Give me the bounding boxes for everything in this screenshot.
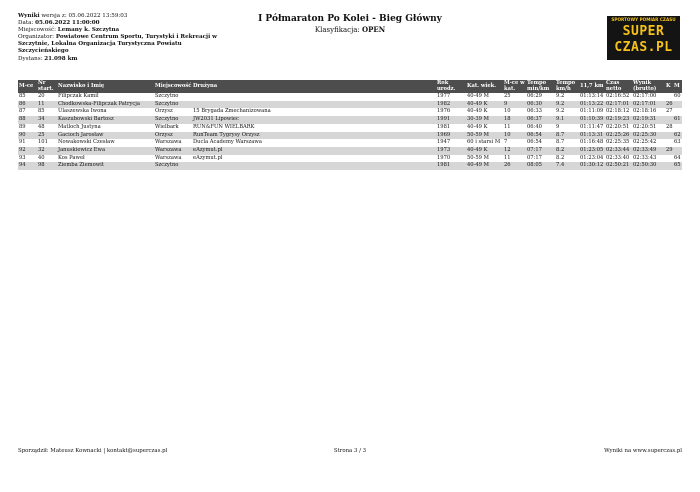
table-cell: 60 i starsi M: [467, 139, 501, 146]
table-cell: 02:20:51: [633, 123, 657, 130]
table-cell: 40-49 K: [466, 147, 503, 155]
table-cell: 01:10:39: [580, 116, 604, 123]
table-cell: 30-39 M: [466, 116, 503, 124]
table-cell: RunTeam Tygrysy Orzysz: [192, 132, 436, 140]
table-cell: [673, 108, 682, 116]
table-cell: 9: [503, 101, 526, 109]
table-cell: 32: [37, 147, 57, 155]
column-header: Tempo min/km: [526, 80, 555, 93]
table-row: [18, 101, 682, 109]
table-cell: 9.1: [555, 116, 579, 124]
table-cell: [665, 116, 673, 124]
table-row: [18, 147, 682, 155]
table-cell: 63: [674, 139, 681, 146]
table-cell: 89: [19, 123, 26, 130]
table-cell: 06:40: [527, 123, 542, 130]
table-cell: Filipczak Kamil: [58, 93, 99, 99]
results-table: [18, 80, 682, 170]
table-cell: 8.2: [556, 154, 565, 161]
table-cell: 1969: [436, 132, 466, 140]
table-cell: Januskiewicz Ewa: [57, 147, 154, 155]
table-cell: 85: [38, 108, 45, 115]
table-cell: 50-59 M: [467, 154, 489, 161]
table-cell: 01:11:09: [580, 108, 604, 115]
table-cell: 02:25:26: [605, 132, 632, 140]
table-row: [18, 116, 682, 124]
table-row: [18, 108, 682, 116]
table-cell: [673, 124, 682, 132]
table-cell: 88: [18, 116, 37, 124]
event-title: I Półmaraton Po Kolei - Bieg Główny: [258, 14, 442, 24]
table-cell: 02:17:01: [605, 101, 632, 109]
column-header: Rok urodz.: [436, 80, 466, 93]
table-cell: 11: [37, 101, 57, 109]
table-cell: Ulaszewska Iwona: [58, 108, 107, 115]
table-cell: 02:33:49: [632, 147, 665, 155]
table-cell: 65: [674, 162, 681, 169]
table-cell: 06:37: [526, 116, 555, 124]
table-cell: [192, 101, 436, 109]
logo-line-super: SUPER: [622, 24, 665, 39]
table-cell: 02:50:30: [632, 162, 665, 170]
table-cell: 10: [503, 132, 526, 140]
table-cell: 90: [18, 132, 37, 140]
superczas-logo: [607, 16, 680, 60]
table-cell: 02:33:44: [605, 147, 632, 155]
table-cell: 1991: [436, 116, 466, 124]
table-cell: 92: [18, 147, 37, 155]
table-cell: Szczytno: [154, 101, 192, 109]
table-cell: 28: [666, 123, 673, 130]
table-cell: 29: [666, 146, 673, 153]
table-cell: 93: [19, 154, 26, 161]
table-cell: 94: [18, 162, 37, 170]
table-cell: 06:33: [527, 108, 542, 115]
table-row: [18, 155, 682, 163]
table-cell: 02:33:40: [606, 154, 630, 161]
table-cell: 01:16:48: [580, 139, 604, 146]
table-cell: 40-49 M: [467, 93, 489, 99]
table-cell: Ducla Academy Warszawa: [193, 139, 262, 146]
table-cell: 11: [504, 123, 511, 130]
table-cell: 18: [503, 116, 526, 124]
table-cell: 02:18:16: [633, 108, 657, 115]
table-cell: Chodkowska-Filipczak Patrycja: [57, 101, 154, 109]
table-row: [18, 93, 682, 101]
table-cell: 40-49 K: [467, 123, 488, 130]
table-cell: 01:13:31: [580, 131, 604, 138]
column-header: Miejscowość: [154, 80, 192, 93]
table-cell: 02:18:12: [606, 108, 630, 115]
table-cell: 25: [37, 132, 57, 140]
results-version: Wyniki wersja z: 05.06.2022 13:59:03: [18, 13, 128, 19]
table-cell: [665, 132, 673, 140]
logo-line-czas: CZAS.PL: [614, 40, 673, 55]
table-cell: Kaszubowski Bartosz: [57, 116, 154, 124]
column-header: K: [665, 80, 673, 93]
table-cell: Szczytno: [155, 93, 179, 99]
table-cell: JW2031 Lipowiec: [192, 116, 436, 124]
footer-website: Wyniki na www.superczas.pl: [604, 448, 682, 454]
table-cell: 40-49 K: [466, 101, 503, 109]
table-cell: 02:25:30: [632, 132, 665, 140]
table-cell: 9: [556, 123, 560, 130]
table-cell: 8.7: [555, 132, 579, 140]
table-cell: 40-49 M: [466, 162, 503, 170]
table-cell: 01:23:04: [580, 154, 604, 161]
event-header: [200, 14, 500, 35]
table-cell: 61: [674, 116, 681, 123]
table-cell: Gacioch Jarosław: [57, 132, 154, 140]
footer-page-number: Strona 3 / 3: [333, 448, 367, 454]
logo-tagline: SPORTOWY POMIAR CZASU: [611, 17, 676, 22]
table-cell: 60: [674, 93, 681, 99]
table-cell: eAzymut.pl: [193, 154, 223, 161]
table-cell: Szczytno: [154, 162, 192, 170]
table-cell: Kos Paweł: [58, 154, 85, 161]
table-cell: 1981: [437, 123, 451, 130]
table-cell: 02:50:21: [605, 162, 632, 170]
table-cell: 64: [674, 154, 681, 161]
column-header: Tempo km/h: [555, 80, 579, 93]
table-row: [18, 132, 682, 140]
table-row: [18, 162, 682, 170]
table-cell: 02:25:42: [633, 139, 657, 146]
column-header: Drużyna: [192, 80, 436, 93]
table-cell: 02:20:51: [606, 123, 630, 130]
table-cell: 06:54: [527, 139, 542, 146]
table-cell: [673, 147, 682, 155]
table-cell: 98: [37, 162, 57, 170]
table-cell: 85: [19, 93, 26, 99]
table-cell: [665, 162, 673, 170]
table-cell: Orzysz: [154, 132, 192, 140]
table-cell: 9.2: [555, 101, 579, 109]
table-cell: Ziemba Ziemowit: [57, 162, 154, 170]
table-cell: Szczytno: [154, 116, 192, 124]
table-cell: 20: [38, 93, 45, 99]
table-cell: Warszawa: [155, 139, 182, 146]
footer-author: Sporządził: Mateusz Kownacki | kontakt@superczas.pl: [18, 448, 168, 454]
table-cell: 9.2: [556, 93, 565, 99]
table-cell: 06:54: [526, 132, 555, 140]
table-cell: 40: [38, 154, 45, 161]
table-cell: 01:30:12: [580, 162, 604, 169]
table-cell: Wielbark: [155, 123, 179, 130]
table-cell: 8.7: [556, 139, 565, 146]
table-cell: 12: [503, 147, 526, 155]
table-cell: 25: [504, 93, 511, 99]
table-cell: 48: [38, 123, 45, 130]
table-cell: eAzymut.pl: [192, 147, 436, 155]
table-cell: 1981: [436, 162, 466, 170]
table-cell: 50-59 M: [466, 132, 503, 140]
table-cell: Warszawa: [154, 147, 192, 155]
table-cell: 02:19:23: [605, 116, 632, 124]
table-cell: 07:17: [526, 147, 555, 155]
event-organizer: Organizator: Powiatowe Centrum Sportu, Turystyki i Rekreacji w Szczytnie, Lokalna Organizacja Turystyczna Powiatu Szczycieńskiego: [18, 34, 217, 55]
classification: Klasyfikacja: OPEN: [314, 25, 386, 34]
table-cell: 01:13:14: [580, 93, 604, 99]
table-cell: 26: [503, 162, 526, 170]
table-cell: 8.2: [555, 147, 579, 155]
column-header: 11,7 km: [579, 80, 605, 93]
table-row: [18, 139, 682, 147]
table-cell: 06:29: [527, 93, 542, 99]
table-row: [18, 124, 682, 132]
table-cell: 02:33:43: [633, 154, 657, 161]
table-cell: 7.4: [555, 162, 579, 170]
table-cell: 101: [38, 139, 48, 146]
table-cell: 07:17: [527, 154, 542, 161]
table-cell: 1977: [437, 93, 451, 99]
table-cell: 01:11:47: [580, 123, 604, 130]
table-cell: [192, 93, 436, 101]
table-cell: 9.2: [556, 108, 565, 115]
table-cell: 27: [666, 108, 673, 115]
table-cell: [665, 139, 673, 147]
column-header: Kat. wiek.: [466, 80, 503, 93]
table-cell: 62: [674, 131, 681, 138]
table-cell: 06:30: [526, 101, 555, 109]
table-cell: RUN&FUN WIELBARK: [193, 123, 255, 130]
table-cell: Warszawa: [155, 154, 182, 161]
table-cell: Orzysz: [155, 108, 173, 115]
table-cell: 02:16:52: [606, 93, 630, 99]
table-cell: 1970: [437, 154, 451, 161]
table-header-row: [18, 80, 682, 93]
table-cell: 10: [504, 108, 511, 115]
table-cell: 7: [504, 139, 508, 146]
column-header: M-ce w kat.: [504, 80, 525, 92]
column-header: M-ce: [18, 80, 37, 93]
table-cell: 1982: [436, 101, 466, 109]
event-date: Data: 05.06.2022 11:00:00: [18, 20, 100, 27]
table-cell: 91: [19, 139, 26, 146]
column-header: M: [673, 80, 682, 93]
column-header: Nazwisko i Imię: [57, 80, 154, 93]
table-cell: 86: [18, 101, 37, 109]
column-header: Wynik (brutto): [632, 80, 665, 93]
table-cell: 02:25:35: [606, 139, 630, 146]
table-cell: [673, 101, 682, 109]
table-cell: 1976: [437, 108, 451, 115]
table-cell: 01:23:05: [580, 146, 604, 153]
table-cell: 1973: [436, 147, 466, 155]
table-cell: 02:17:01: [632, 101, 665, 109]
table-cell: 40-49 K: [467, 108, 488, 115]
table-cell: [665, 155, 673, 163]
event-distance: Dystans: 21.098 km: [18, 55, 78, 62]
table-cell: [665, 93, 673, 101]
table-cell: Nowakowski Czesław: [58, 139, 115, 146]
table-cell: 1947: [437, 139, 451, 146]
table-cell: 08:05: [526, 162, 555, 170]
table-cell: 87: [19, 108, 26, 115]
event-location: Miejscowość: Lemany k. Szczytna: [18, 27, 120, 34]
table-cell: 11: [504, 154, 511, 161]
table-cell: [192, 162, 436, 170]
table-cell: 26: [666, 100, 673, 107]
table-cell: Matloch Justyna: [58, 123, 101, 130]
table-cell: 15 Brygada Zmechanizowana: [193, 108, 271, 115]
table-cell: 02:17:00: [633, 93, 657, 99]
table-cell: 01:13:22: [580, 100, 604, 107]
table-cell: 34: [37, 116, 57, 124]
table-cell: 02:19:31: [632, 116, 665, 124]
column-header: Nr start.: [37, 80, 57, 93]
column-header: Czas netto: [605, 80, 632, 93]
